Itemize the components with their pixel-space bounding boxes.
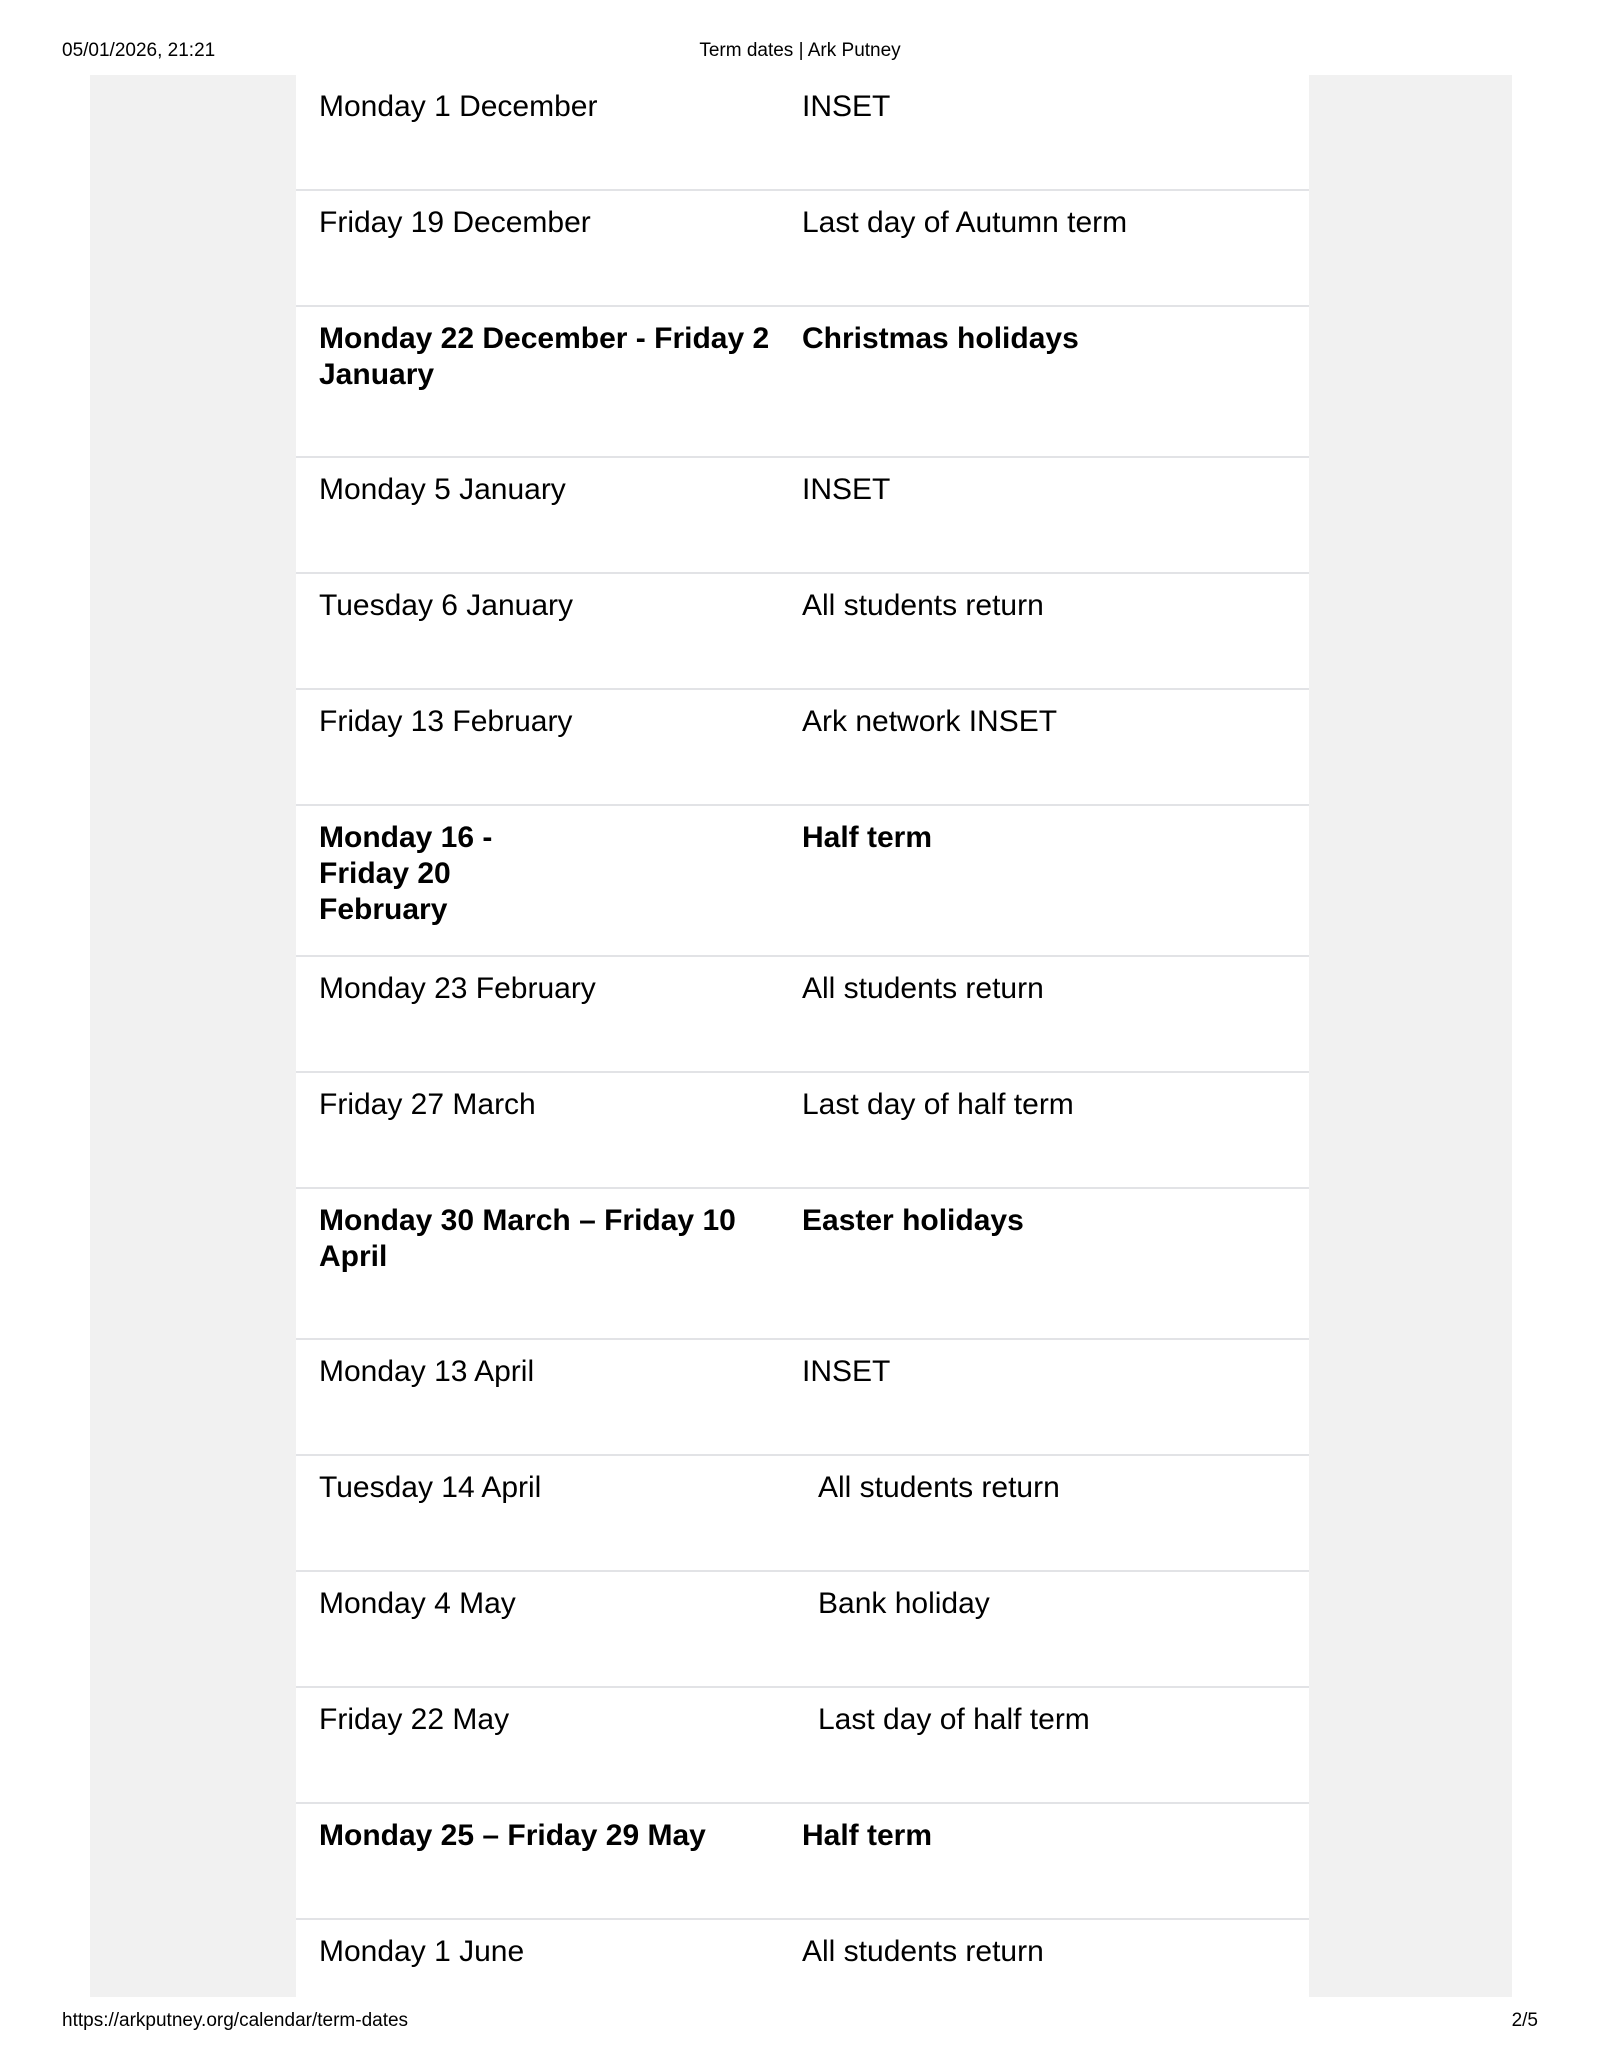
table-row (296, 1456, 1309, 1572)
table-row (296, 1073, 1309, 1189)
event-cell: All students return (802, 972, 1044, 1005)
print-page-title: Term dates | Ark Putney (699, 40, 901, 61)
date-cell: Monday 23 February (319, 972, 596, 1005)
event-cell: Easter holidays (802, 1204, 1024, 1237)
date-cell: Monday 1 December (319, 90, 598, 123)
table-row (296, 1688, 1309, 1804)
table-row (296, 957, 1309, 1073)
date-cell: Monday 13 April (319, 1355, 535, 1388)
event-cell: INSET (802, 1355, 891, 1388)
event-cell: Last day of half term (802, 1088, 1074, 1121)
date-cell: Tuesday 6 January (319, 589, 574, 622)
event-cell: Last day of half term (818, 1703, 1090, 1736)
date-cell: Tuesday 14 April (319, 1471, 542, 1504)
date-cell: Friday 22 May (319, 1703, 510, 1736)
date-cell: Monday 25 – Friday 29 May (319, 1819, 706, 1852)
event-cell: All students return (802, 1935, 1044, 1968)
event-cell: Bank holiday (818, 1587, 990, 1620)
table-row (296, 1920, 1309, 1997)
table-row (296, 574, 1309, 690)
date-cell: Monday 4 May (319, 1587, 516, 1620)
event-cell: Ark network INSET (802, 705, 1058, 738)
table-row (296, 1340, 1309, 1456)
print-datetime: 05/01/2026, 21:21 (62, 40, 216, 61)
date-cell: Friday 19 December (319, 206, 591, 239)
date-cell: Monday 16 - Friday 20 February (319, 821, 493, 926)
date-cell: Monday 30 March – Friday 10 April (319, 1204, 736, 1273)
table-row-holiday (296, 806, 1309, 957)
event-cell: Half term (802, 821, 933, 854)
event-cell: Half term (802, 1819, 933, 1852)
event-cell: Last day of Autumn term (802, 206, 1128, 239)
event-cell: All students return (802, 589, 1044, 622)
table-row-holiday (296, 1804, 1309, 1920)
table-row (296, 458, 1309, 574)
table-row-holiday (296, 307, 1309, 458)
event-cell: Christmas holidays (802, 322, 1079, 355)
table-row (296, 690, 1309, 806)
print-url: https://arkputney.org/calendar/term-dates (62, 2010, 409, 2031)
date-cell: Monday 22 December - Friday 2 January (319, 322, 770, 391)
table-row (296, 1572, 1309, 1688)
event-cell: All students return (818, 1471, 1060, 1504)
page-number: 2/5 (1511, 2010, 1538, 2031)
table-row (296, 191, 1309, 307)
term-dates-table (296, 75, 1309, 1997)
date-cell: Monday 1 June (319, 1935, 525, 1968)
table-row-holiday (296, 1189, 1309, 1340)
event-cell: INSET (802, 90, 891, 123)
date-cell: Monday 5 January (319, 473, 566, 506)
table-row (296, 75, 1309, 191)
date-cell: Friday 27 March (319, 1088, 536, 1121)
date-cell: Friday 13 February (319, 705, 573, 738)
event-cell: INSET (802, 473, 891, 506)
